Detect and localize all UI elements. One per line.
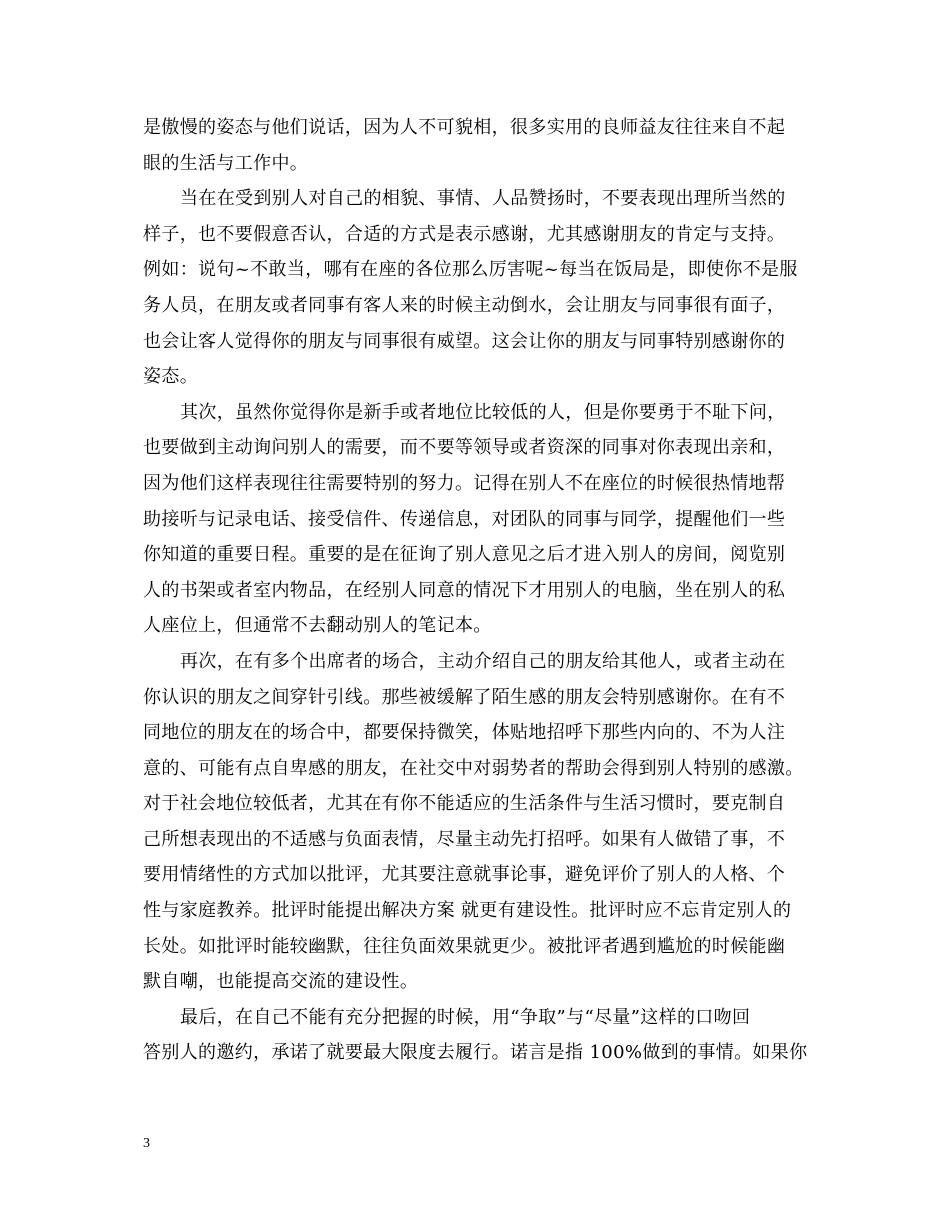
- text-line: 因为他们这样表现往往需要特别的努力。记得在别人不在座位的时候很热情地帮: [143, 472, 786, 494]
- text-line: 你认识的朋友之间穿针引线。那些被缓解了陌生感的朋友会特别感谢你。在有不: [143, 686, 786, 708]
- text-line: 你知道的重要日程。重要的是在征询了别人意见之后才进入别人的房间，阅览别: [143, 544, 786, 566]
- text-line: 己所想表现出的不适感与负面表情，尽量主动先打招呼。如果有人做错了事，不: [143, 828, 786, 850]
- text-line: 默自嘲，也能提高交流的建设性。: [143, 971, 419, 993]
- text-line: 性与家庭教养。批评时能提出解决方案 就更有建设性。批评时应不忘肯定别人的: [143, 900, 792, 922]
- text-line: 姿态。: [143, 366, 199, 388]
- text-line: 要用情绪性的方式加以批评，尤其要注意就事论事，避免评价了别人的人格、个: [143, 864, 786, 886]
- text-line: 例如：说句~不敢当，哪有在座的各位那么厉害呢~每当在饭局是，即使你不是服: [143, 259, 798, 281]
- text-line: 眼的生活与工作中。: [143, 152, 309, 174]
- paragraph-first-line: 当在在受到别人对自己的相貌、事情、人品赞扬时，不要表现出理所当然的: [180, 188, 786, 210]
- text-line: 务人员，在朋友或者同事有客人来的时候主动倒水，会让朋友与同事很有面子，: [143, 294, 786, 316]
- text-line: 意的、可能有点自卑感的朋友，在社交中对弱势者的帮助会得到别人特别的感激。: [143, 757, 804, 779]
- text-line: 人的书架或者室内物品，在经别人同意的情况下才用别人的电脑，坐在别人的私: [143, 579, 786, 601]
- text-line: 答别人的邀约，承诺了就要最大限度去履行。诺言是指 100%做到的事情。如果你: [143, 1042, 808, 1064]
- text-line: 样子，也不要假意否认，合适的方式是表示感谢，尤其感谢朋友的肯定与支持。: [143, 223, 786, 245]
- document-body: [143, 110, 823, 1071]
- text-line: 是傲慢的姿态与他们说话，因为人不可貌相，很多实用的良师益友往往来自不起: [143, 117, 786, 138]
- text-line: 人座位上，但通常不去翻动别人的笔记本。: [143, 615, 492, 637]
- text-line: 同地位的朋友在的场合中，都要保持微笑，体贴地招呼下那些内向的、不为人注: [143, 722, 786, 744]
- text-line: 对于社会地位较低者，尤其在有你不能适应的生活条件与生活习惯时，要克制自: [143, 793, 786, 815]
- text-line: 助接听与记录电话、接受信件、传递信息，对团队的同事与同学，提醒他们一些: [143, 508, 786, 530]
- text-line: 长处。如批评时能较幽默，往往负面效果就更少。被批评者遇到尴尬的时候能幽: [143, 935, 786, 957]
- text-line: 也要做到主动询问别人的需要，而不要等领导或者资深的同事对你表现出亲和，: [143, 437, 786, 459]
- page-number: 3: [143, 1136, 150, 1151]
- paragraph-first-line: 再次，在有多个出席者的场合，主动介绍自己的朋友给其他人，或者主动在: [180, 650, 786, 672]
- text-line: 也会让客人觉得你的朋友与同事很有威望。这会让你的朋友与同事特别感谢你的: [143, 330, 786, 352]
- paragraph-first-line: 其次，虽然你觉得你是新手或者地位比较低的人，但是你要勇于不耻下问，: [180, 401, 786, 423]
- paragraph-first-line: 最后，在自己不能有充分把握的时候，用“争取”与“尽量”这样的口吻回: [180, 1006, 751, 1028]
